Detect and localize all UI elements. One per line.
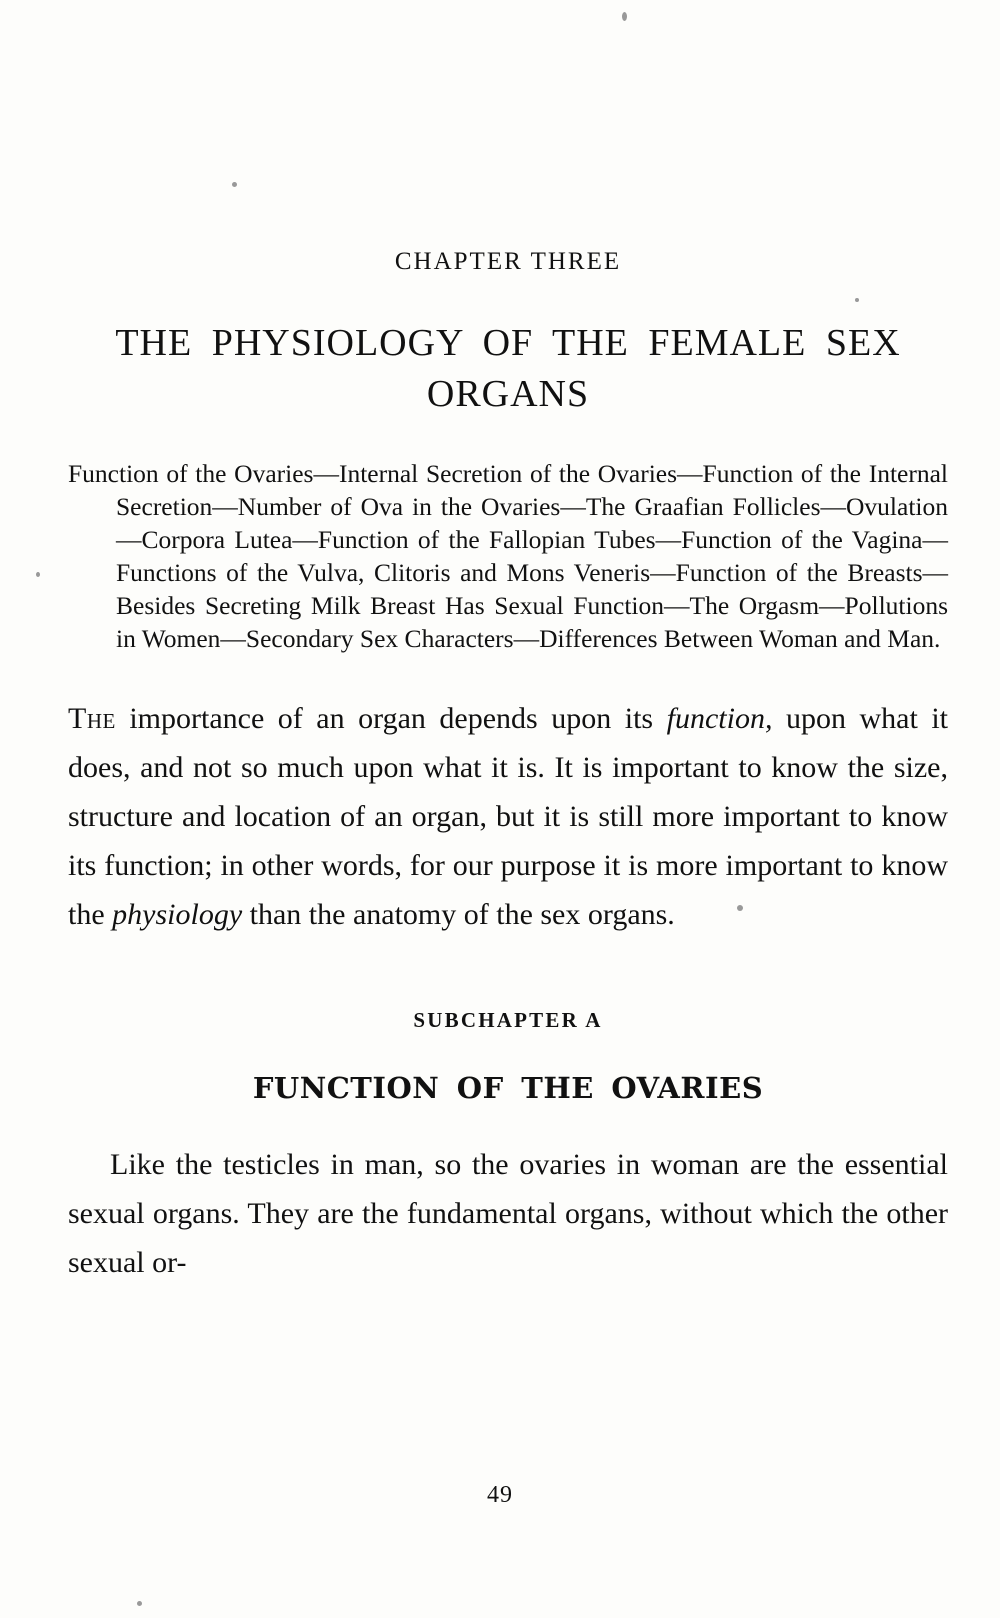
subchapter-label: SUBCHAPTER A xyxy=(413,1007,603,1032)
paragraph-ovaries: Like the testicles in man, so the ovaries in woman are the essential sexual organs. They are the fundamental organs, without which the other sexual or- xyxy=(68,1147,948,1279)
chapter-label: CHAPTER THREE xyxy=(394,248,622,275)
paragraph-intro-italic-function: function, xyxy=(666,702,773,736)
paragraph-intro xyxy=(68,695,948,939)
paragraph-lead-smallcaps: The xyxy=(68,702,116,736)
chapter-synopsis xyxy=(68,457,948,656)
paragraph-intro-part2: upon what it does, and not so much upon what it is. It is important to know the size, structure and location of an organ, but it is still more important to know its function; in other words, for our purpose it is more important to know the xyxy=(68,702,948,931)
chapter-title: THE PHYSIOLOGY OF THE FEMALE SEX ORGANS xyxy=(115,322,901,416)
page-content xyxy=(68,0,948,1288)
paper-speck xyxy=(36,572,40,577)
page-number: 49 xyxy=(487,1482,513,1508)
paper-speck xyxy=(137,1601,142,1606)
paragraph-intro-part3: than the anatomy of the sex organs. xyxy=(242,898,675,931)
paragraph-intro-part1: importance of an organ depends upon its xyxy=(115,702,667,736)
paragraph-intro-italic-physiology: physiology xyxy=(112,898,243,931)
subchapter-title: FUNCTION OF THE OVARIES xyxy=(252,1070,764,1105)
chapter-synopsis-text: Function of the Ovaries—Internal Secretion of the Ovaries—Function of the Internal Secretion—Number of Ova in the Ovaries—The Graafian Follicles—Ovulation—Corpora Lutea—Function of the Fallopian Tubes—Function of the Vagina—Functions of the Vulva, Clitoris and Mons Veneris—Function of the Breasts—Besides Secreting Milk Breast Has Sexual Function—The Orgasm—Pollutions in Women—Secondary Sex Characters—Differences Between Woman and Man. xyxy=(68,458,948,654)
